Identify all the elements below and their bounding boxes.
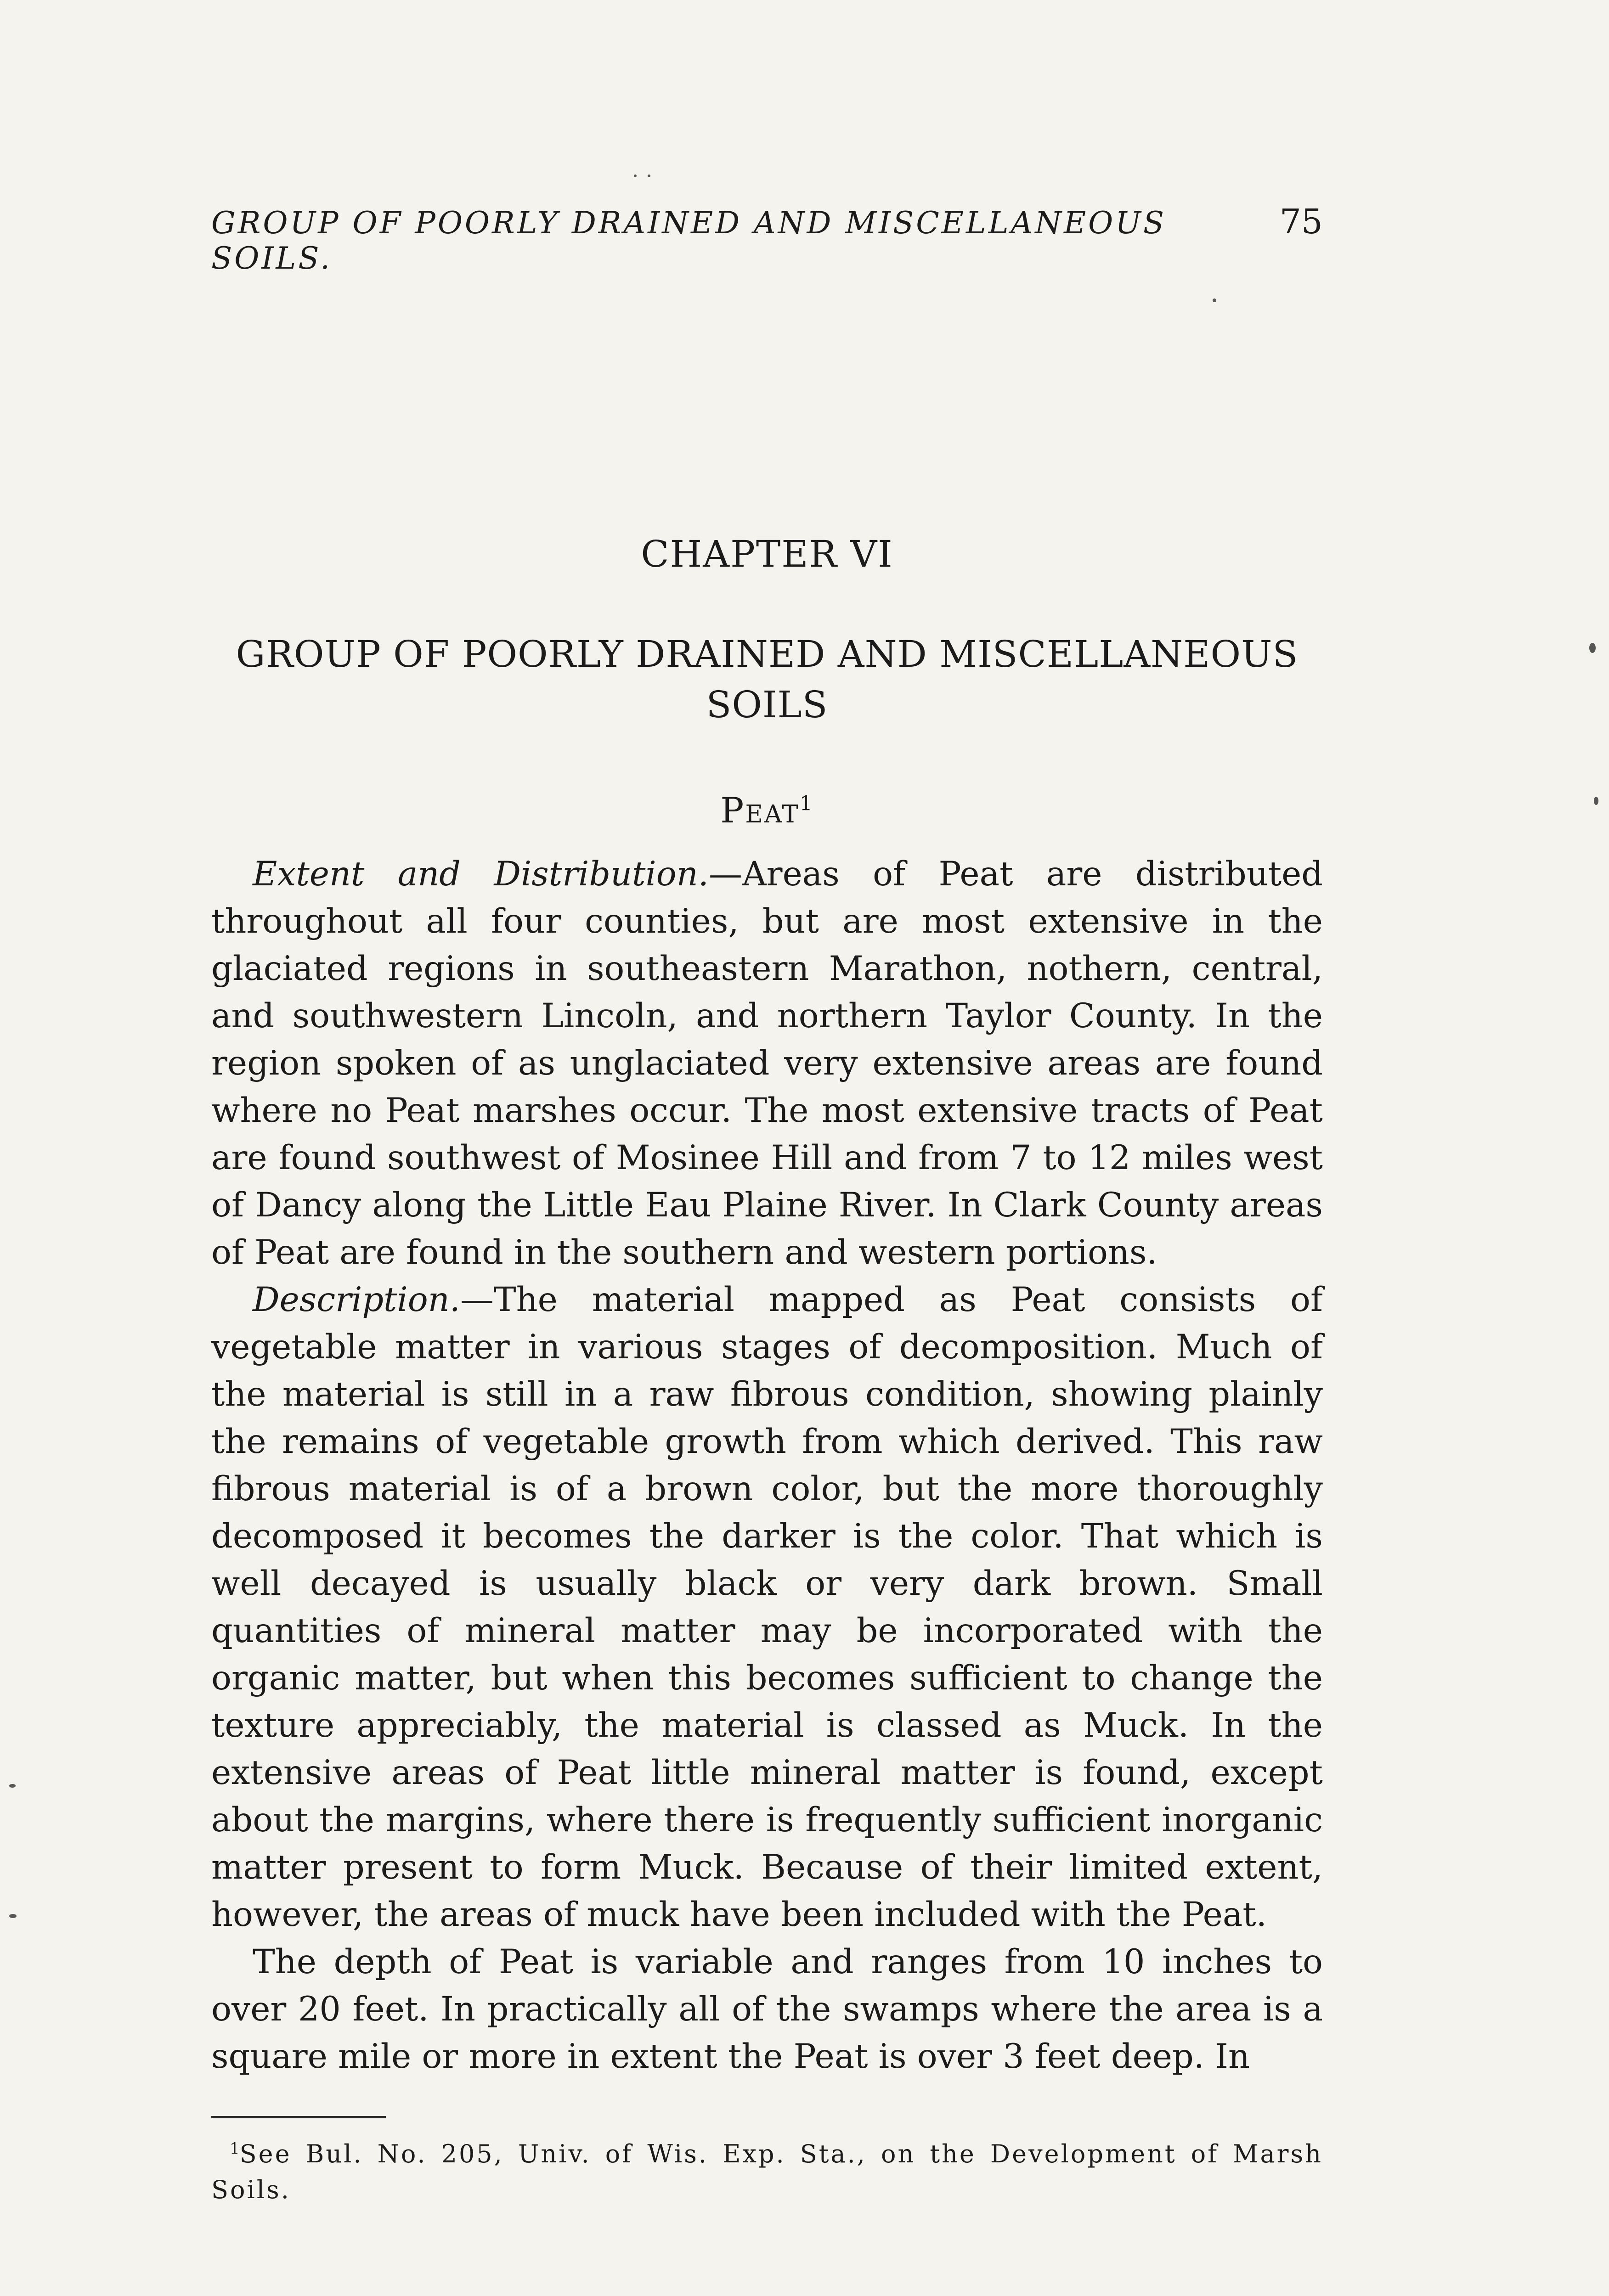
section-title [211,790,1323,831]
body-text [211,850,1323,2080]
chapter-title-line2: SOILS [706,683,828,726]
paragraph-description [211,1276,1323,1938]
paragraph-lead-extent: Extent and Distribution. [253,855,709,894]
page-number: 75 [1279,202,1323,242]
running-head-title: GROUP OF POORLY DRAINED AND MISCELLANEOUS SOILS. [211,205,1167,276]
scan-speck [9,1914,17,1918]
paragraph-lead-description: Description. [253,1280,460,1319]
paragraph-depth [211,1938,1323,2080]
footnote-mark: 1 [230,2139,240,2158]
section-title-text: Peat [720,790,800,831]
scan-speck [1213,298,1216,302]
scan-speck [1589,643,1596,653]
scan-speck [634,174,637,177]
paragraph-text-extent: —Areas of Peat are distributed throughout all four counties, but are most extensive in the glaciated regions in southeastern Marathon, nothern, central, and southwestern Lincoln, and northern Taylor County. In the region spoken of as unglaciated very extensive areas are found where no Peat marshes occur. The most extensive tracts of Peat are found southwest of Mosinee Hill and from 7 to 12 miles west of Dancy along the Little Eau Plaine River. In Clark County areas of Peat are found in the southern and western portions. [211,855,1323,1272]
paragraph-text-description: —The material mapped as Peat consists of vegetable matter in various stages of decomposition. Much of the material is still in a raw fibrous condition, showing plainly the remains of vegetable growth from which derived. This raw fibrous material is of a brown color, but the more thoroughly decomposed it becomes the darker is the color. That which is well decayed is usually black or very dark brown. Small quantities of mineral matter may be incorporated with the organic matter, but when this becomes sufficient to change the texture appreciably, the material is classed as Muck. In the extensive areas of Peat little mineral matter is found, except about the margins, where there is frequently sufficient inorganic matter present to form Muck. Because of their limited extent, however, the areas of muck have been included with the Peat. [211,1280,1323,1934]
chapter-title-line1: GROUP OF POORLY DRAINED AND MISCELLANEOUS [236,633,1298,675]
scan-speck [1594,797,1598,805]
paragraph-text-depth: The depth of Peat is variable and ranges from 10 inches to over 20 feet. In practically all of the swamps where the area is a square mile or more in extent the Peat is over 3 feet deep. In [211,1942,1323,2076]
running-head [211,202,1323,276]
footnote-text: See Bul. No. 205, Univ. of Wis. Exp. Sta., on the Development of Marsh Soils. [211,2139,1323,2204]
chapter-title [211,629,1323,730]
footnote [211,2131,1323,2208]
scan-speck [9,1784,16,1788]
footnote-rule [211,2116,386,2118]
chapter-label: CHAPTER VI [641,533,893,575]
section-footnote-mark: 1 [799,792,814,816]
scan-speck [648,174,650,177]
paragraph-extent-distribution [211,850,1323,1276]
